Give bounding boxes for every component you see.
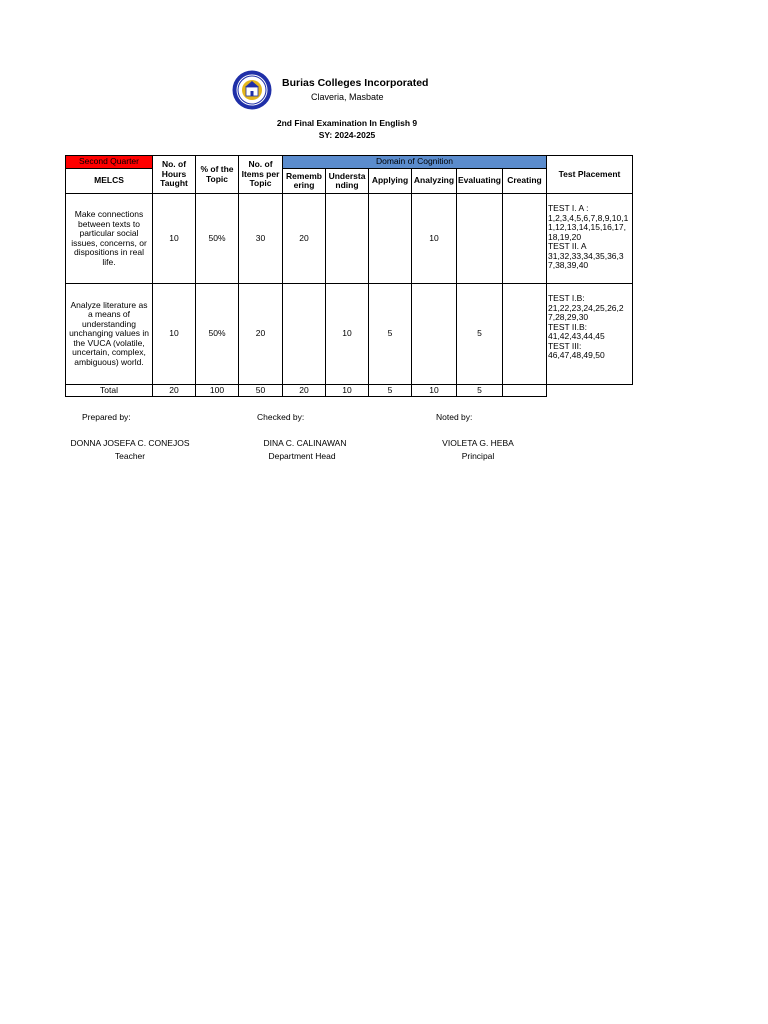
noted-by-name: VIOLETA G. HEBA <box>442 438 514 448</box>
applying-cell: 5 <box>369 284 412 385</box>
melc-text: Analyze literature as a means of understanding unchanging values in the VUCA (volatile, uncertain, complex, ambiguous) world. <box>66 284 153 385</box>
document-header <box>0 0 768 150</box>
total-row <box>66 385 633 397</box>
total-creating <box>502 385 546 397</box>
understanding-cell: 10 <box>326 284 369 385</box>
percent-header: % of the Topic <box>196 156 239 194</box>
checked-by-title: Department Head <box>268 451 336 461</box>
school-year: SY: 2024-2025 <box>318 130 376 140</box>
test-placement-header: Test Placement <box>546 156 632 194</box>
total-percent: 100 <box>196 385 239 397</box>
understanding-cell <box>326 194 369 284</box>
total-hours: 20 <box>153 385 196 397</box>
table-of-specifications <box>65 155 633 397</box>
total-label: Total <box>66 385 153 397</box>
school-seal-icon <box>232 70 272 110</box>
domain-of-cognition-header: Domain of Cognition <box>283 156 547 169</box>
total-remembering: 20 <box>283 385 326 397</box>
percent-cell: 50% <box>196 194 239 284</box>
exam-title: 2nd Final Examination In English 9 <box>276 118 418 128</box>
quarter-label: Second Quarter <box>66 156 153 169</box>
items-cell: 20 <box>239 284 283 385</box>
total-applying: 5 <box>369 385 412 397</box>
total-placement-empty <box>546 385 632 397</box>
hours-cell: 10 <box>153 194 196 284</box>
percent-cell: 50% <box>196 284 239 385</box>
total-understanding: 10 <box>326 385 369 397</box>
total-evaluating: 5 <box>457 385 503 397</box>
analyzing-cell <box>412 284 457 385</box>
items-cell: 30 <box>239 194 283 284</box>
hours-header: No. of Hours Taught <box>153 156 196 194</box>
items-header: No. of Items per Topic <box>239 156 283 194</box>
melc-text: Make connections between texts to particular social issues, concerns, or dispositions in real life. <box>66 194 153 284</box>
checked-by-name: DINA C. CALINAWAN <box>263 438 347 448</box>
remembering-cell: 20 <box>283 194 326 284</box>
prepared-by-label: Prepared by: <box>82 412 131 422</box>
total-items: 50 <box>239 385 283 397</box>
analyzing-cell: 10 <box>412 194 457 284</box>
noted-by-title: Principal <box>461 451 495 461</box>
table-row <box>66 284 633 385</box>
test-placement-cell: TEST I.B: 21,22,23,24,25,26,2 7,28,29,30 TEST II.B: 41,42,43,44,45 TEST III: 46,47,48,49,50 <box>546 284 632 385</box>
table-row <box>66 194 633 284</box>
evaluating-cell: 5 <box>457 284 503 385</box>
domain-understanding-header: Understa nding <box>326 169 369 194</box>
domain-analyzing-header: Analyzing <box>412 169 457 194</box>
melcs-header: MELCS <box>66 169 153 194</box>
domain-evaluating-header: Evaluating <box>457 169 503 194</box>
evaluating-cell <box>457 194 503 284</box>
remembering-cell <box>283 284 326 385</box>
hours-cell: 10 <box>153 284 196 385</box>
test-placement-cell: TEST I. A : 1,2,3,4,5,6,7,8,9,10,1 1,12,13,14,15,16,17, 18,19,20 TEST II. A 31,32,33,34,35,36,3 7,38,39,40 <box>546 194 632 284</box>
prepared-by-title: Teacher <box>114 451 146 461</box>
institution-address: Claveria, Masbate <box>311 92 384 102</box>
checked-by-label: Checked by: <box>257 412 305 422</box>
creating-cell <box>502 194 546 284</box>
domain-remembering-header: Rememb ering <box>283 169 326 194</box>
creating-cell <box>502 284 546 385</box>
domain-applying-header: Applying <box>369 169 412 194</box>
applying-cell <box>369 194 412 284</box>
domain-creating-header: Creating <box>502 169 546 194</box>
noted-by-label: Noted by: <box>436 412 473 422</box>
total-analyzing: 10 <box>412 385 457 397</box>
institution-name: Burias Colleges Incorporated <box>282 77 429 89</box>
prepared-by-name: DONNA JOSEFA C. CONEJOS <box>70 438 190 448</box>
